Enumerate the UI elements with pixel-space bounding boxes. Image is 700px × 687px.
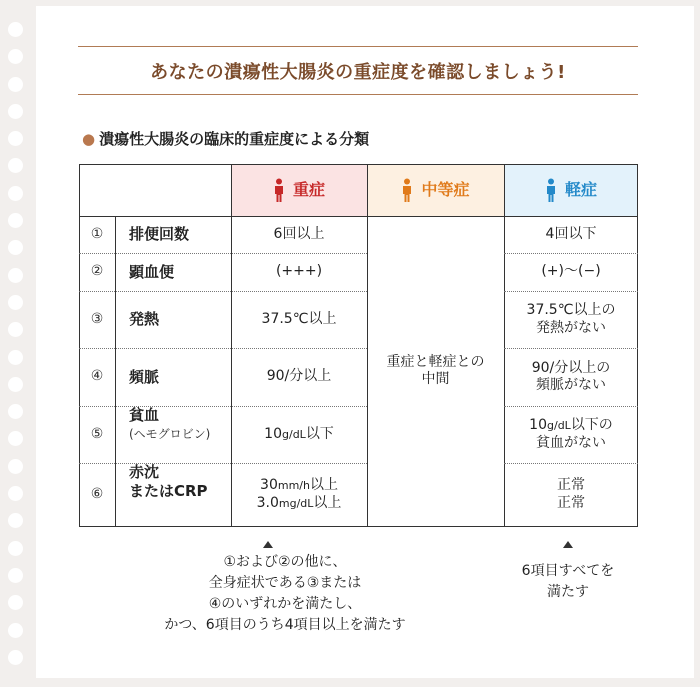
mild-value: 4回以下: [545, 225, 597, 242]
binder-hole: [8, 158, 23, 173]
header-severe: [231, 164, 367, 216]
severe-value: 6回以上: [273, 225, 325, 242]
moderate-value-line: 重症と軽症との: [386, 353, 485, 370]
row-item: [115, 463, 231, 526]
row-item: [115, 406, 231, 463]
binder-hole: [8, 77, 23, 92]
binder-hole: [8, 350, 23, 365]
table-border-top: [79, 164, 638, 165]
severe-value: (+++): [275, 263, 323, 280]
mild-value: [504, 406, 638, 463]
binder-hole: [8, 650, 23, 665]
header-severe-label: 重症: [292, 180, 325, 199]
value-unit: g/dL: [547, 419, 571, 432]
triangle-up-icon: [563, 541, 573, 548]
value-unit: mg/dL: [278, 496, 314, 510]
mild-value: [504, 348, 638, 406]
row-number: ⑥: [90, 485, 104, 502]
severe-value: [231, 463, 367, 526]
title-top-rule: [78, 46, 638, 47]
binder-hole: [8, 295, 23, 310]
bullet-icon: ●: [82, 130, 96, 148]
value-unit: mm/h: [277, 479, 310, 492]
value-number: 3.0: [256, 494, 279, 511]
row-item: 発熱: [129, 310, 160, 329]
binder-hole: [8, 404, 23, 419]
row-number: ④: [90, 368, 104, 385]
table-border-bottom: [79, 526, 638, 527]
binder-hole: [8, 541, 23, 556]
note-line: 6項目すべてを: [521, 563, 615, 579]
note-line: かつ、6項目のうち4項目以上を満たす: [164, 617, 406, 633]
severe-value: 90/分以上: [266, 368, 332, 385]
binder-hole: [8, 623, 23, 638]
severe-value-line: [260, 477, 338, 495]
value-suffix: 以下: [305, 425, 334, 442]
value-number: 10: [264, 425, 282, 442]
row-number: ⑤: [90, 425, 104, 442]
row-item: 排便回数: [129, 225, 190, 244]
row-item-label: 貧血: [129, 406, 160, 424]
binder-holes: [8, 22, 28, 677]
mild-value: (+)～(−): [541, 263, 601, 280]
binder-hole: [8, 240, 23, 255]
binder-hole: [8, 595, 23, 610]
row-item: 頻脈: [129, 367, 160, 386]
title-bottom-rule: [78, 94, 638, 95]
binder-hole: [8, 377, 23, 392]
binder-hole: [8, 131, 23, 146]
value-suffix: 以下の: [570, 417, 613, 433]
binder-hole: [8, 213, 23, 228]
header-mild: [504, 164, 638, 216]
value-suffix: 以上: [309, 477, 338, 493]
mild-value: [504, 463, 638, 526]
mild-value-line: 正常: [557, 477, 585, 493]
moderate-value: [367, 216, 504, 526]
value-unit: g/dL: [282, 427, 306, 441]
binder-hole: [8, 568, 23, 583]
header-mild-label: 軽症: [564, 180, 597, 199]
note-line: 満たす: [547, 584, 589, 600]
mild-value-line: 37.5℃以上の: [526, 302, 616, 318]
binder-hole: [8, 431, 23, 446]
binder-hole: [8, 186, 23, 201]
section-heading: [82, 128, 369, 149]
triangle-up-icon: [263, 541, 273, 548]
person-icon: [545, 178, 557, 202]
row-number: ③: [90, 310, 104, 327]
value-number: 10: [529, 417, 547, 433]
page-title: あなたの潰瘍性大腸炎の重症度を確認しましょう!: [150, 62, 566, 83]
value-suffix: 以上: [313, 494, 342, 511]
row-item-label: またはCRP: [129, 481, 208, 500]
severe-value-line: [257, 495, 342, 513]
mild-value-line: 90/分以上の: [531, 359, 611, 376]
note-line: ①および②の他に、: [223, 554, 347, 570]
moderate-value-line: 中間: [421, 371, 450, 387]
severity-table: [79, 164, 638, 527]
mild-value-line: 正常: [557, 494, 585, 511]
severe-criteria-note: [140, 552, 430, 636]
binder-hole: [8, 22, 23, 37]
mild-value-line: [529, 417, 613, 435]
row-number: ②: [90, 263, 104, 280]
person-icon: [273, 178, 285, 202]
mild-value-line: 頻脈がない: [536, 377, 606, 393]
binder-hole: [8, 49, 23, 64]
person-icon: [401, 178, 413, 202]
binder-hole: [8, 104, 23, 119]
row-number: ①: [90, 225, 104, 242]
section-heading-text: 潰瘍性大腸炎の臨床的重症度による分類: [99, 130, 370, 148]
mild-criteria-note: [498, 561, 638, 603]
value-number: 30: [260, 477, 278, 493]
severe-value: [231, 406, 367, 463]
binder-hole: [8, 486, 23, 501]
binder-hole: [8, 459, 23, 474]
mild-value: [504, 291, 638, 348]
row-item-label: 赤沈: [129, 463, 160, 481]
note-line: 全身症状である③または: [208, 575, 362, 591]
header-moderate: [367, 164, 504, 216]
row-item-sublabel: (ヘモグロビン): [129, 426, 211, 441]
header-moderate-label: 中等症: [421, 180, 470, 199]
row-item: 顕血便: [129, 262, 175, 281]
binder-hole: [8, 268, 23, 283]
binder-hole: [8, 322, 23, 337]
severe-value: 37.5℃以上: [261, 310, 337, 327]
mild-value-line: 貧血がない: [536, 434, 606, 451]
binder-hole: [8, 513, 23, 528]
mild-value-line: 発熱がない: [536, 319, 606, 336]
note-line: ④のいずれかを満たし、: [208, 596, 362, 612]
